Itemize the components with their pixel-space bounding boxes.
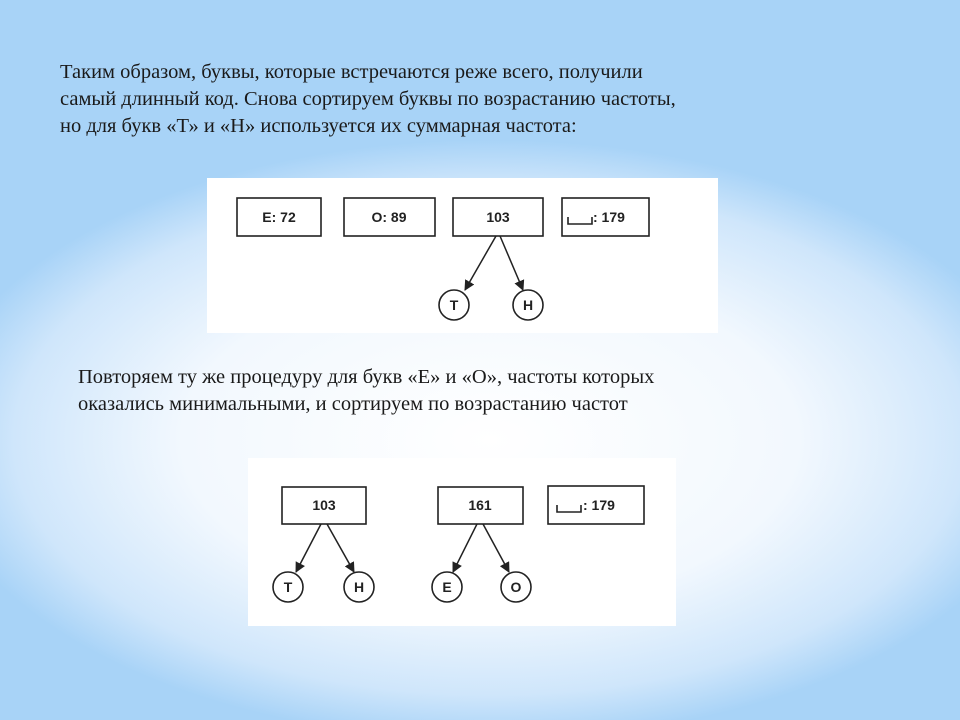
- paragraph-1: [60, 59, 676, 140]
- box-103-label: 103: [312, 497, 336, 513]
- edge-161-o: [483, 524, 509, 572]
- paragraph-2-line-1: Повторяем ту же процедуру для букв «Е» и «О», частоты которых: [78, 366, 655, 388]
- edge-161-e: [453, 524, 477, 572]
- paragraph-1-line-1: Таким образом, буквы, которые встречаются реже всего, получили: [60, 61, 643, 83]
- node-n-label: Н: [353, 579, 365, 595]
- node-n-label: Н: [522, 297, 534, 313]
- edge-103-t: [296, 524, 321, 572]
- box-161-label: 161: [468, 497, 492, 513]
- box-103-label: 103: [486, 209, 510, 225]
- diagram-1-panel: [207, 178, 718, 333]
- edge-103-n: [327, 524, 354, 572]
- paragraph-2: [78, 364, 654, 418]
- node-t-label: Т: [449, 297, 459, 313]
- edge-103-t: [465, 236, 496, 290]
- box-e-72-label: Е: 72: [262, 209, 296, 225]
- box-space-179-label: : 179: [583, 497, 615, 513]
- diagram-2-svg: [248, 458, 676, 626]
- edge-103-n: [500, 236, 523, 290]
- box-o-89-label: О: 89: [371, 209, 407, 225]
- node-t-label: Т: [283, 579, 293, 595]
- box-space-179-label: : 179: [593, 209, 625, 225]
- diagram-2-panel: [248, 458, 676, 626]
- paragraph-1-line-2: самый длинный код. Снова сортируем буквы по возрастанию частоты,: [60, 88, 676, 110]
- diagram-1-svg: [207, 178, 718, 333]
- node-e-label: Е: [442, 579, 452, 595]
- node-o-label: О: [510, 579, 522, 595]
- paragraph-1-line-3: но для букв «Т» и «Н» используется их суммарная частота:: [60, 115, 577, 137]
- paragraph-2-line-2: оказались минимальными, и сортируем по возрастанию частот: [78, 393, 628, 415]
